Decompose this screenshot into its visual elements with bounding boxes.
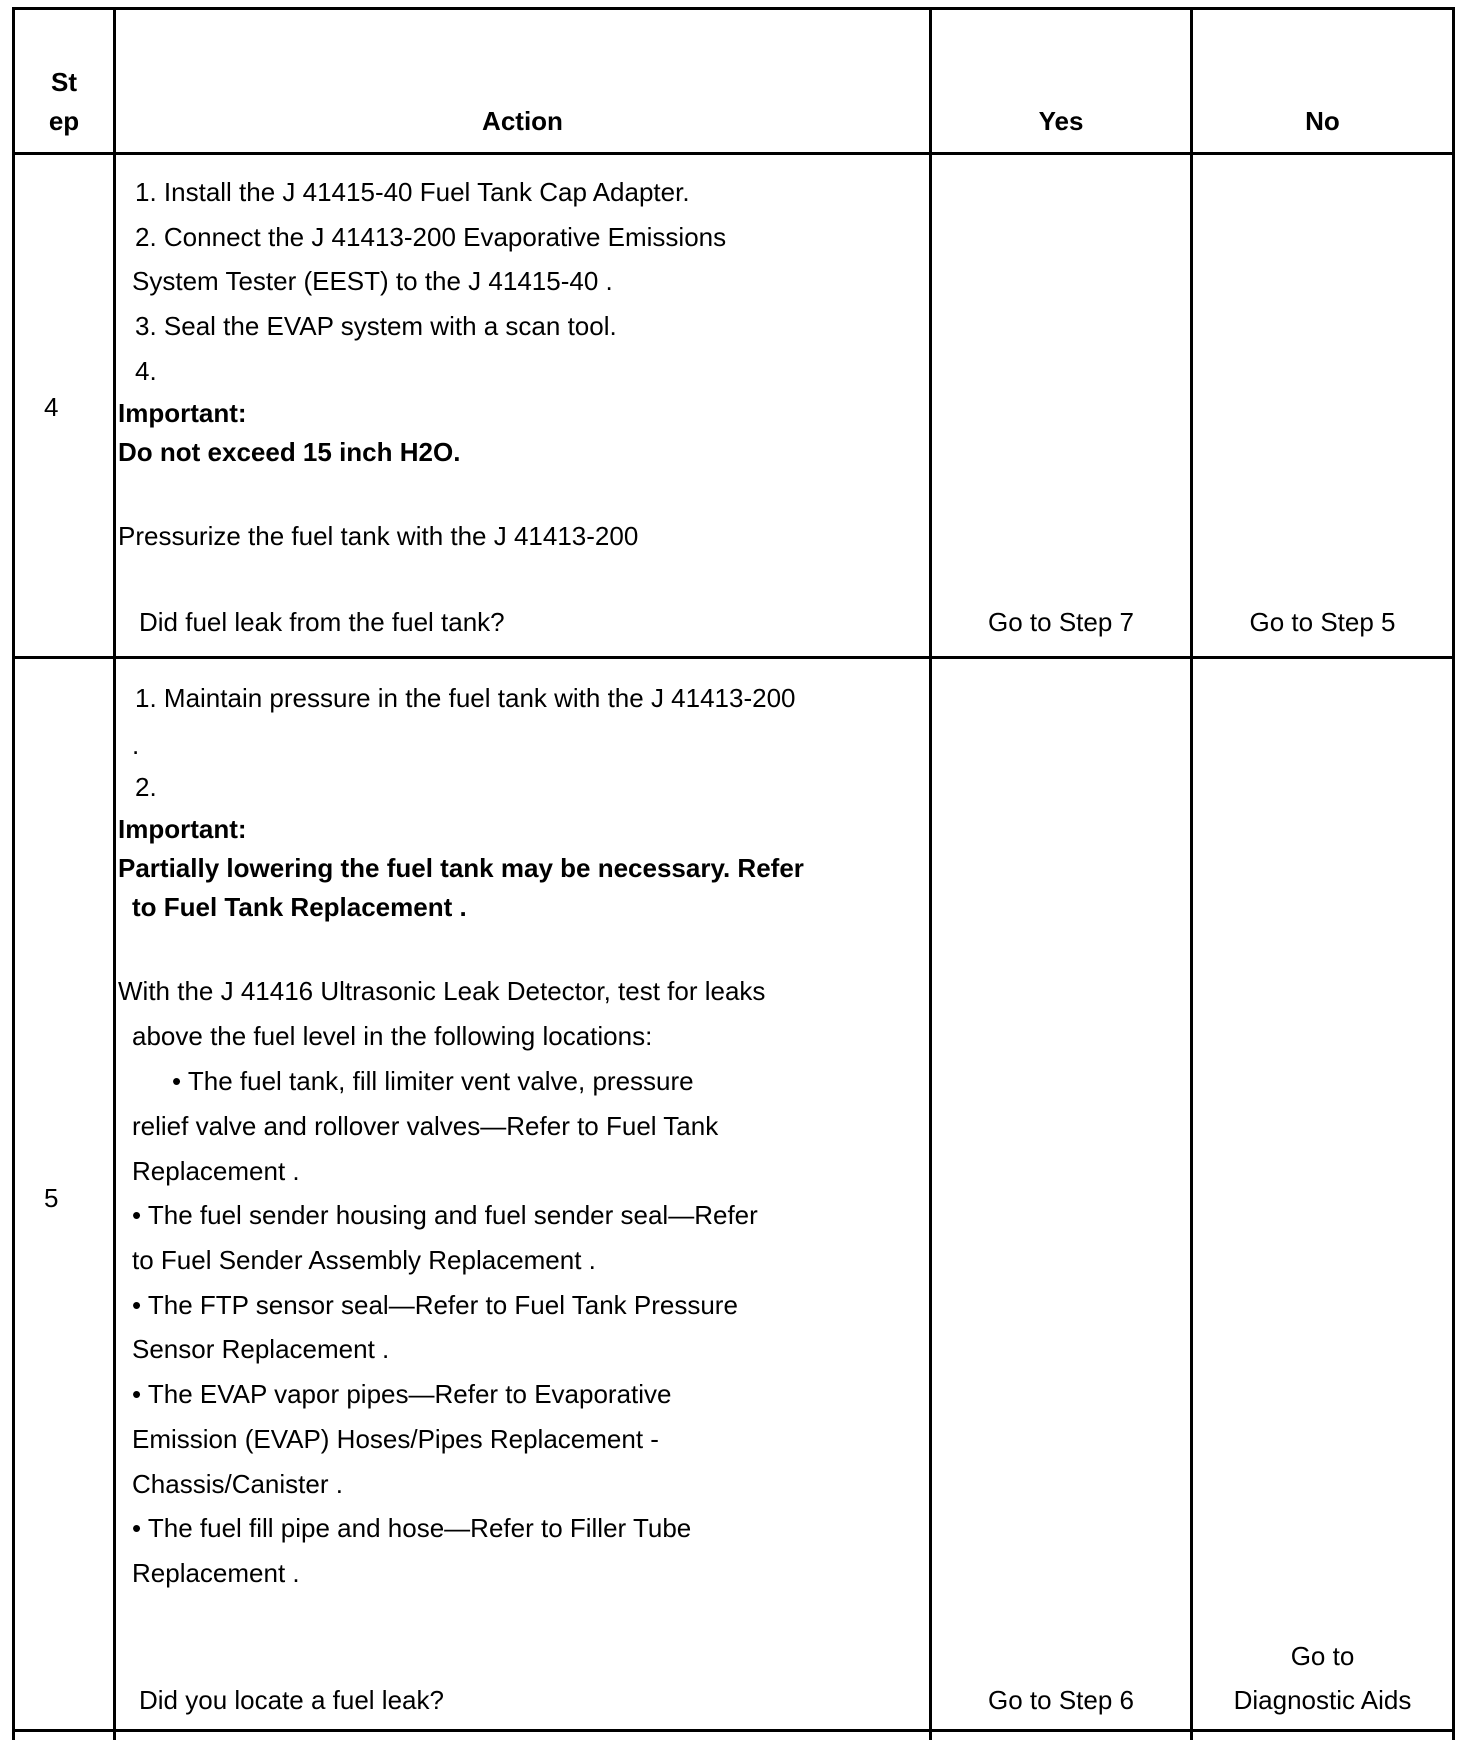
yes-answer: Go to Step 7 bbox=[988, 607, 1134, 637]
header-no: No bbox=[1305, 106, 1340, 136]
yes-answer: Go to Step 6 bbox=[988, 1685, 1134, 1715]
action-line: Chassis/Canister . bbox=[132, 1469, 343, 1499]
action-line: Replacement . bbox=[132, 1156, 300, 1186]
action-line: Replacement . bbox=[132, 1558, 300, 1588]
question-text: Did fuel leak from the fuel tank? bbox=[139, 607, 505, 637]
no-answer-line2: Diagnostic Aids bbox=[1233, 1685, 1412, 1715]
list-item: • The FTP sensor seal—Refer to Fuel Tank Pressure bbox=[132, 1290, 738, 1320]
no-answer: Go to Step 5 bbox=[1249, 607, 1396, 637]
header-step-line2: ep bbox=[48, 106, 80, 136]
action-line: 2. Connect the J 41413-200 Evaporative Emissions bbox=[135, 222, 727, 252]
header-row-divider bbox=[12, 152, 1455, 155]
header-action: Action bbox=[482, 106, 563, 136]
action-line: 4. bbox=[135, 356, 157, 386]
action-line: Emission (EVAP) Hoses/Pipes Replacement - bbox=[132, 1424, 659, 1454]
column-divider-action bbox=[929, 7, 932, 1740]
header-step-line1: St bbox=[51, 67, 77, 97]
step-number: 5 bbox=[44, 1183, 59, 1213]
question-text: Did you locate a fuel leak? bbox=[139, 1685, 444, 1715]
action-line: 3. Seal the EVAP system with a scan tool. bbox=[135, 311, 617, 341]
action-line: Sensor Replacement . bbox=[132, 1334, 390, 1364]
action-line: 2. bbox=[135, 772, 157, 802]
action-line: to Fuel Sender Assembly Replacement . bbox=[132, 1245, 596, 1275]
action-line: Pressurize the fuel tank with the J 41413-200 bbox=[118, 521, 639, 551]
action-line: . bbox=[132, 730, 140, 760]
header-yes: Yes bbox=[1038, 106, 1084, 136]
list-item: • The EVAP vapor pipes—Refer to Evaporative bbox=[132, 1379, 672, 1409]
list-item: • The fuel sender housing and fuel sender seal—Refer bbox=[132, 1200, 758, 1230]
important-text: Partially lowering the fuel tank may be necessary. Refer bbox=[118, 853, 804, 883]
action-line: above the fuel level in the following locations: bbox=[132, 1021, 653, 1051]
table-border-bottom bbox=[12, 1729, 1455, 1732]
action-line: With the J 41416 Ultrasonic Leak Detector, test for leaks bbox=[118, 976, 766, 1006]
table-border-left bbox=[12, 7, 15, 1740]
important-label: Important: bbox=[118, 814, 247, 844]
action-line: 1. Install the J 41415-40 Fuel Tank Cap Adapter. bbox=[135, 177, 690, 207]
row-divider bbox=[12, 656, 1455, 659]
important-text: Do not exceed 15 inch H2O. bbox=[118, 437, 461, 467]
step-number: 4 bbox=[44, 392, 59, 422]
important-label: Important: bbox=[118, 398, 247, 428]
no-answer-line1: Go to bbox=[1290, 1641, 1355, 1671]
list-item: • The fuel fill pipe and hose—Refer to Filler Tube bbox=[132, 1513, 692, 1543]
important-text: to Fuel Tank Replacement . bbox=[132, 892, 467, 922]
table-border-top bbox=[12, 7, 1455, 10]
list-item: • The fuel tank, fill limiter vent valve, pressure bbox=[172, 1066, 694, 1096]
column-divider-yes bbox=[1190, 7, 1193, 1740]
column-divider-step bbox=[113, 7, 116, 1740]
action-line: 1. Maintain pressure in the fuel tank with the J 41413-200 bbox=[135, 683, 796, 713]
action-line: System Tester (EEST) to the J 41415-40 . bbox=[132, 266, 613, 296]
table-border-right bbox=[1452, 7, 1455, 1740]
action-line: relief valve and rollover valves—Refer to Fuel Tank bbox=[132, 1111, 719, 1141]
